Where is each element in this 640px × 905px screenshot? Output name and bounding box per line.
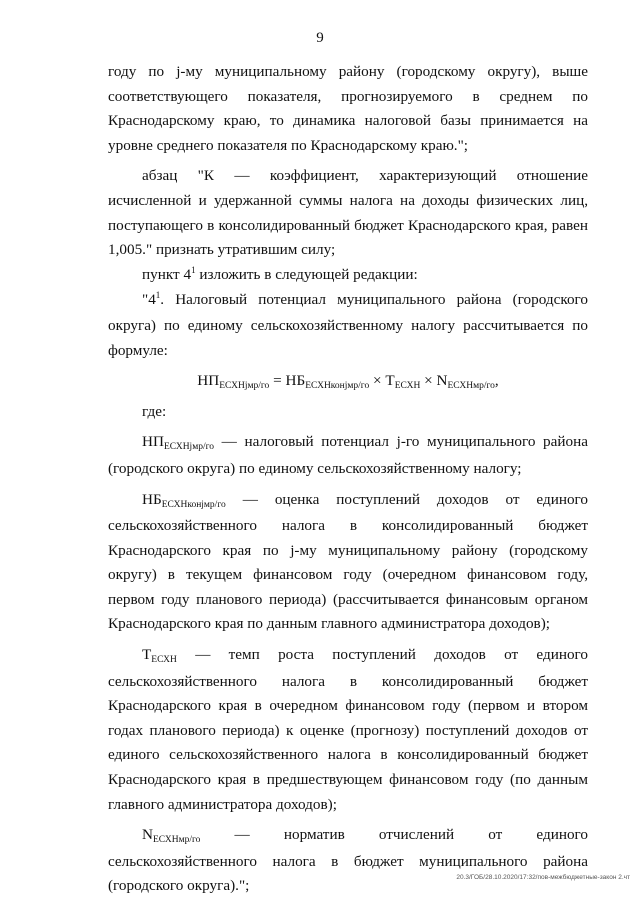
- def-nb-text: — оценка поступлений доходов от единого сельскохозяйственного налога в консолидированный бюджет Краснодарского края по j-му муниципальному району (городскому округу) в текущем финансовом году (очередном финансовом году, первом году планового периода) (рассчитывается финансовым органом Краснодарского края по данным главного администратора доходов);: [108, 490, 588, 633]
- punkt-text-before: пункт 4: [142, 265, 192, 283]
- definition-n: [108, 823, 588, 899]
- new-redaction-before: "4: [142, 291, 156, 309]
- def-n-sub: ЕСХНмр/го: [152, 835, 201, 846]
- def-nb-symbol: НБ: [142, 490, 162, 508]
- formula-n-sub: ЕСХНмр/го: [447, 381, 495, 392]
- paragraph-abzac-k: абзац "К — коэффициент, характеризующий отношение исчисленной и удержанной суммы налога на доходы физических лиц, поступающего в консолидированный бюджет Краснодарского края, равен 1,005." признать утратившим силу;: [108, 167, 588, 259]
- formula-n: N: [436, 372, 448, 390]
- def-n-symbol: N: [142, 826, 153, 844]
- paragraph-continuation: году по j-му муниципальному району (городскому округу), выше соответствующего показателя, прогнозируемого в среднем по Краснодарскому краю, то динамика налоговой базы принимается на уровне среднего показателя по Краснодарскому краю.";: [108, 63, 588, 154]
- def-t-symbol: Т: [142, 646, 152, 664]
- formula-nb: НБ: [285, 372, 306, 390]
- formula-end: ,: [494, 372, 499, 390]
- punkt-text-after: изложить в следующей редакции:: [195, 265, 418, 283]
- formula-np-sub: ЕСХНjмр/го: [219, 381, 270, 392]
- formula-times-1: ×: [369, 372, 386, 390]
- def-np-symbol: НП: [142, 433, 164, 451]
- formula-times-2: ×: [420, 372, 437, 390]
- def-n-text: — норматив отчислений от единого сельскохозяйственного налога в бюджет муниципального района (городского округа).";: [108, 826, 588, 895]
- new-redaction-after: . Налоговый потенциал муниципального района (городского округа) по единому сельскохозяйственному налогу рассчитывается по формуле:: [108, 291, 588, 359]
- definition-nb: [108, 488, 588, 638]
- formula-t-sub: ЕСХН: [394, 381, 421, 392]
- def-np-text: — налоговый потенциал j-го муниципального района (городского округа) по единому сельскохозяйственному налогу;: [108, 433, 588, 477]
- def-nb-sub: ЕСХНконjмр/го: [161, 499, 226, 510]
- formula: [108, 369, 588, 396]
- footer-file-path: 20.3/ГОБ/28.10.2020/17:32/пов-межбюджетные-закон 2.чт: [456, 874, 630, 881]
- where-label: где:: [142, 402, 167, 420]
- formula-equals: =: [269, 372, 286, 390]
- formula-t: Т: [385, 372, 395, 390]
- definition-t: [108, 643, 588, 817]
- paragraph-new-redaction: [108, 288, 588, 363]
- def-t-text: — темп роста поступлений доходов от единого сельскохозяйственного налога в консолидированный бюджет Краснодарского края в очередном финансовом году (первом и втором годах планового периода) к оценке (прогнозу) поступлений доходов от единого сельскохозяйственного налога в консолидированный бюджет Краснодарского края в предшествующем финансовом году (по данным главного администратора доходов);: [108, 646, 588, 813]
- def-t-sub: ЕСХН: [151, 655, 177, 666]
- formula-nb-sub: ЕСХНконjмр/го: [305, 381, 370, 392]
- formula-np: НП: [197, 372, 220, 390]
- page-number: 9: [316, 30, 324, 46]
- def-np-sub: ЕСХНjмр/го: [163, 442, 215, 453]
- punkt-superscript: 1: [191, 264, 196, 275]
- new-redaction-superscript: 1: [155, 290, 161, 301]
- definition-np: [108, 430, 588, 481]
- document-body: [108, 60, 588, 899]
- paragraph-punkt: [108, 263, 588, 289]
